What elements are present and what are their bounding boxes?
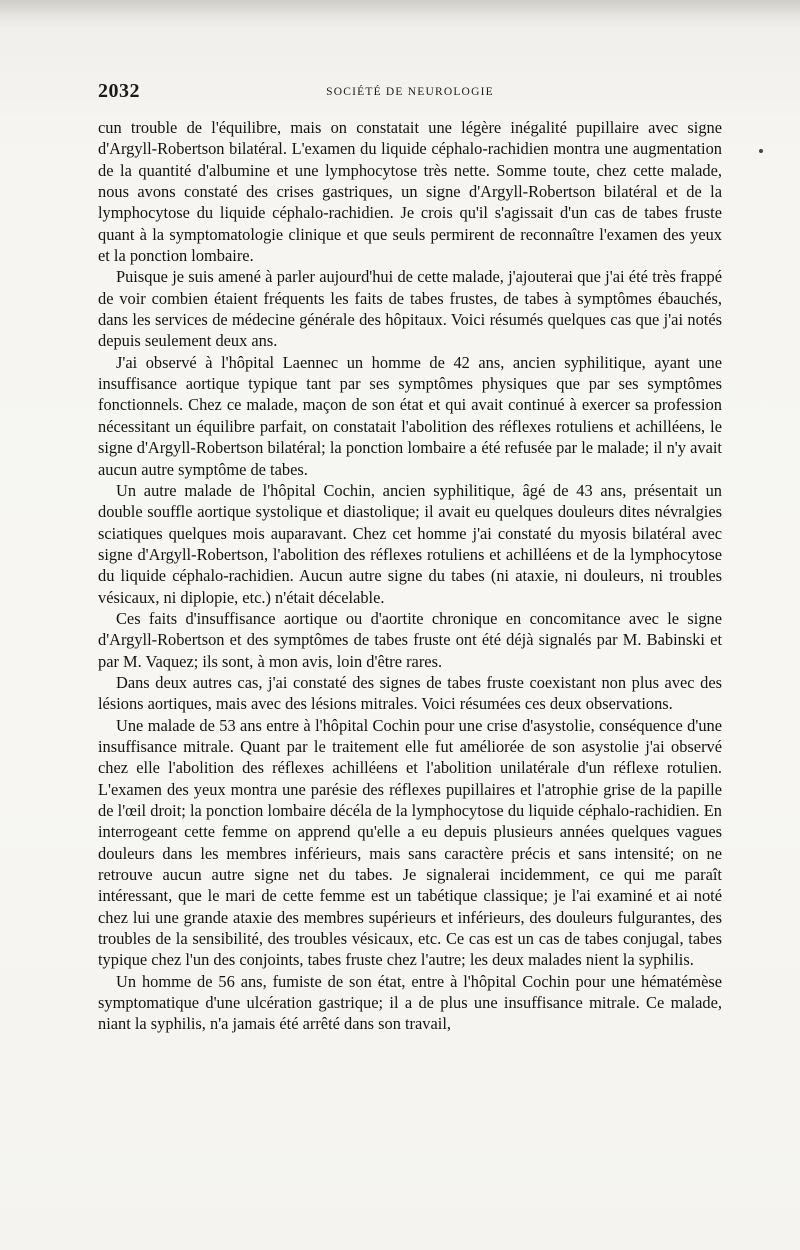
page-header [98, 80, 722, 104]
running-head: SOCIÉTÉ DE NEUROLOGIE [326, 86, 494, 98]
margin-mark [759, 149, 763, 153]
paragraph-4: Un autre malade de l'hôpital Cochin, ancien syphilitique, âgé de 43 ans, présentait un double souffle aortique systolique et diastolique; il avait eu quelques douleurs dites névralgies sciatiques quelques mois auparavant. Chez cet homme j'ai constaté du myosis bilatéral avec signe d'Argyll-Robertson, l'abolition des réflexes rotuliens et achilléens et de la lymphocytose du liquide céphalo-rachidien. Aucun autre signe du tabes (ni ataxie, ni douleurs, ni troubles vésicaux, ni diplopie, etc.) n'était décelable. [98, 480, 722, 607]
paragraph-7: Une malade de 53 ans entre à l'hôpital Cochin pour une crise d'asystolie, conséquence d'une insuffisance mitrale. Quant par le traitement elle fut améliorée de son asystolie j'ai observé chez elle l'abolition des réflexes achilléens et l'abolition unilatérale d'un réflexe rotulien. L'examen des yeux montra une parésie des réflexes pupillaires et l'atrophie grise de la papille de l'œil droit; la ponction lombaire décéla de la lymphocytose du liquide céphalo-rachidien. En interrogeant cette femme on apprend qu'elle a eu depuis plusieurs années quelques vagues douleurs dans les membres inférieurs, mais sans caractère précis et sans intensité; on ne retrouve aucun autre signe net du tabes. Je signalerai incidemment, ce qui me paraît intéressant, que le mari de cette femme est un tabétique classique; je l'ai examiné et ai noté chez lui une grande ataxie des membres supérieurs et inférieurs, des douleurs fulgurantes, des troubles de la sensibilité, des troubles vésicaux, etc. Ce cas est un cas de tabes conjugal, tabes typique chez l'un des conjoints, tabes fruste chez l'autre; les deux malades nient la syphilis. [98, 715, 722, 970]
paragraph-3: J'ai observé à l'hôpital Laennec un homme de 42 ans, ancien syphilitique, ayant une insuffisance aortique typique tant par ses symptômes physiques que par ses symptômes fonctionnels. Chez ce malade, maçon de son état et qui avait continué à exercer sa profession nécessitant un équilibre parfait, on constatait l'abolition des réflexes rotuliens et achilléens, le signe d'Argyll-Robertson bilatéral; la ponction lombaire a été refusée par le malade; il n'y avait aucun autre symptôme de tabes. [98, 352, 722, 479]
paragraph-2: Puisque je suis amené à parler aujourd'hui de cette malade, j'ajouterai que j'ai été très frappé de voir combien étaient fréquents les faits de tabes frustes, de tabes à symptômes ébauchés, dans les services de médecine générale des hôpitaux. Voici résumés quelques cas que j'ai notés depuis seulement deux ans. [98, 267, 722, 351]
scan-edge-shadow [0, 0, 800, 28]
paragraph-5: Ces faits d'insuffisance aortique ou d'aortite chronique en concomitance avec le signe d'Argyll-Robertson et des symptômes de tabes fruste ont été déjà signalés par M. Babinski et par M. Vaquez; ils sont, à mon avis, loin d'être rares. [98, 608, 722, 671]
paragraph-8: Un homme de 56 ans, fumiste de son état, entre à l'hôpital Cochin pour une hématémèse symptomatique d'une ulcération gastrique; il a de plus une insuffisance mitrale. Ce malade, niant la syphilis, n'a jamais été arrêté dans son travail, [98, 971, 722, 1034]
paragraph-6: Dans deux autres cas, j'ai constaté des signes de tabes fruste coexistant non plus avec des lésions aortiques, mais avec des lésions mitrales. Voici résumées ces deux observations. [98, 672, 722, 714]
paragraph-1: cun trouble de l'équilibre, mais on constatait une légère inégalité pupillaire avec signe d'Argyll-Robertson bilatéral. L'examen du liquide céphalo-rachidien montra une augmentation de la quantité d'albumine et une lymphocytose très nette. Somme toute, chez cette malade, nous avons constaté des crises gastriques, un signe d'Argyll-Robertson bilatéral et de la lymphocytose du liquide céphalo-rachidien. Je crois qu'il s'agissait d'un cas de tabes fruste quant à la symptomatologie clinique et que seuls permirent de reconnaître l'examen des yeux et la ponction lombaire. [98, 118, 722, 266]
body-text [98, 117, 722, 1035]
page-number: 2032 [98, 80, 140, 102]
